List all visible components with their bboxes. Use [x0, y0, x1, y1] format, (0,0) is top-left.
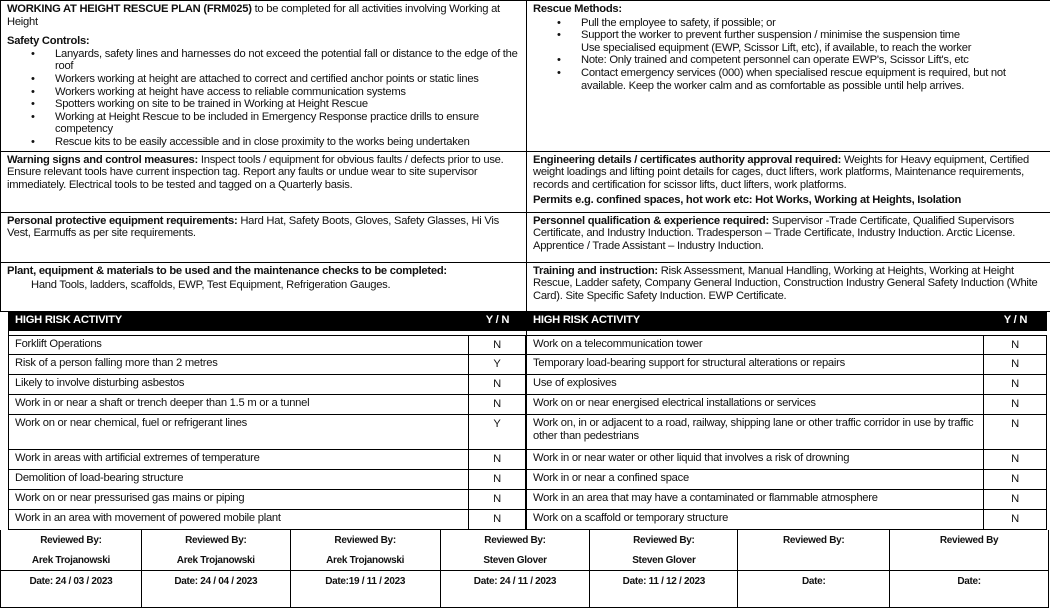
safety-list — [7, 48, 520, 149]
review-column — [890, 530, 1048, 607]
training-section: Training and instruction: Risk Assessment, Manual Handling, Working at Heights, Working at Height Rescue, Ladder safety, Company General Induction, Construction Industry General Safety Induction (White Card). Site Specific Safety Induction. EWP Certificate. — [527, 263, 1050, 312]
risk-yn: N — [1011, 357, 1019, 370]
risk-yn: N — [1011, 417, 1019, 430]
risk-activity: Work in an area with movement of powered mobile plant — [9, 510, 469, 529]
risk-yn: N — [493, 472, 501, 485]
reviewer-name: Arek Trojanowski — [31, 554, 110, 566]
table-row — [527, 395, 1047, 415]
review-column — [441, 530, 591, 607]
reviewer-name: Steven Glover — [632, 554, 696, 566]
table-row — [527, 355, 1047, 375]
risk-yn: N — [1011, 512, 1019, 525]
reviewer-name: Arek Trojanowski — [326, 554, 405, 566]
review-date: Date: 24 / 03 / 2023 — [29, 575, 113, 587]
review-label: Reviewed By: — [633, 534, 695, 546]
table-row — [9, 490, 526, 510]
table-row — [527, 450, 1047, 470]
risk-activity: Temporary load-bearing support for structural alterations or repairs — [527, 355, 984, 374]
ppe-section: Personal protective equipment requirements: Hard Hat, Safety Boots, Gloves, Safety Glasses, Hi Vis Vest, Earmuffs as per site requirements. — [1, 213, 527, 263]
risk-yn: N — [493, 492, 501, 505]
risk-activity: Work in or near a shaft or trench deeper than 1.5 m or a tunnel — [9, 395, 469, 414]
review-date: Date: — [801, 575, 826, 587]
risk-header-left: HIGH RISK ACTIVITY Y / N — [9, 311, 526, 331]
table-row — [9, 450, 526, 470]
list-item: • Workers working at height have access to reliable communication systems — [7, 86, 520, 99]
list-item: • Lanyards, safety lines and harnesses do not exceed the potential fall or distance to the edge of the roof — [7, 48, 520, 73]
table-row — [9, 415, 526, 450]
rescue-heading: Rescue Methods: — [533, 3, 622, 15]
list-item: • Pull the employee to safety, if possible; or — [533, 17, 1044, 30]
rescue-list — [533, 17, 1044, 93]
list-item: • Note: Only trained and competent personnel can operate EWP's, Scissor Lift's, etc — [533, 54, 1044, 67]
risk-activity: Use of explosives — [527, 375, 984, 394]
table-row — [527, 510, 1047, 530]
risk-yn: N — [493, 397, 501, 410]
risk-table-left — [8, 311, 526, 530]
review-date: Date: — [957, 575, 981, 587]
review-column — [291, 530, 441, 607]
high-risk-tables — [0, 311, 1050, 530]
table-row — [9, 510, 526, 530]
risk-table-right — [526, 311, 1047, 530]
review-label: Reviewed By: — [40, 534, 102, 546]
table-row — [527, 470, 1047, 490]
form-title: WORKING AT HEIGHT RESCUE PLAN (FRM025) — [7, 3, 252, 15]
list-item: • Rescue kits to be easily accessible and in close proximity to the works being undertaken — [7, 136, 520, 149]
review-column — [738, 530, 890, 607]
review-date: Date: 24 / 11 / 2023 — [473, 575, 557, 587]
risk-activity: Work in or near water or other liquid that involves a risk of drowning — [527, 450, 984, 469]
risk-yn: N — [1011, 472, 1019, 485]
risk-yn: N — [1011, 452, 1019, 465]
risk-activity: Risk of a person falling more than 2 metres — [9, 355, 469, 374]
risk-yn: N — [493, 452, 501, 465]
table-row — [527, 375, 1047, 395]
risk-yn: N — [1011, 377, 1019, 390]
risk-yn: N — [1011, 338, 1019, 351]
review-label: Reviewed By: — [334, 534, 396, 546]
risk-yn: N — [493, 338, 501, 351]
warning-section: Warning signs and control measures: Inspect tools / equipment for obvious faults / defects prior to use. Ensure relevant tools have current inspection tag. Report any faults or undue wear to site supervisor immediately. Electrical tools to be tested and tagged on a Quarterly basis. — [1, 152, 527, 213]
form-subtitle: to be completed for all activities involving Working at Height — [7, 3, 500, 28]
reviewer-name: Arek Trojanowski — [176, 554, 255, 566]
risk-yn: Y — [493, 357, 501, 370]
review-label: Reviewed By: — [484, 534, 546, 546]
risk-activity: Work on or near energised electrical installations or services — [527, 395, 984, 414]
table-row — [9, 395, 526, 415]
risk-activity: Forklift Operations — [9, 336, 469, 354]
risk-activity: Demolition of load-bearing structure — [9, 470, 469, 489]
risk-yn: N — [493, 377, 501, 390]
reviewer-name: Steven Glover — [483, 554, 547, 566]
rescue-methods-section — [527, 1, 1050, 152]
safety-heading: Safety Controls: — [7, 35, 90, 48]
engineering-section: Engineering details / certificates authority approval required: Weights for Heavy equipment, Certified weight loadings and lifting point details for cages, duct lifters, work platforms, Maintenance requirements, records and certification for scissor lifts, duct lifters, work platforms. Permits e.g. confined spaces, hot work etc: Hot Works, Working at Heights, Isolation — [527, 152, 1050, 213]
risk-yn: N — [1011, 397, 1019, 410]
risk-activity: Work on or near pressurised gas mains or piping — [9, 490, 469, 509]
review-section — [0, 530, 1049, 608]
table-row — [9, 470, 526, 490]
table-row — [527, 490, 1047, 510]
risk-activity: Work in or near a confined space — [527, 470, 984, 489]
list-item: • Support the worker to prevent further suspension / minimise the suspension time — [533, 29, 1044, 42]
personnel-section: Personnel qualification & experience required: Supervisor -Trade Certificate, Qualified Supervisors Certificate, and Industry Induction. Tradesperson – Trade Certificate, Industry Induction. Arctic License. Apprentice / Trade Assistant – Industry Induction. — [527, 213, 1050, 263]
risk-activity: Work on or near chemical, fuel or refrigerant lines — [9, 415, 469, 449]
list-item: • Workers working at height are attached to correct and certified anchor points or static lines — [7, 73, 520, 86]
risk-activity: Work on a telecommunication tower — [527, 336, 984, 354]
risk-activity: Work on a scaffold or temporary structure — [527, 510, 984, 529]
review-label: Reviewed By: — [185, 534, 247, 546]
review-column — [1, 530, 142, 607]
review-column — [142, 530, 291, 607]
review-label: Reviewed By — [939, 534, 999, 546]
review-date: Date: 24 / 04 / 2023 — [174, 575, 258, 587]
table-row — [527, 415, 1047, 450]
reviewer-name — [890, 555, 1048, 567]
safety-controls-section — [1, 1, 527, 152]
plant-section: Plant, equipment & materials to be used and the maintenance checks to be completed: Hand Tools, ladders, scaffolds, EWP, Test Equipment, Refrigeration Gauges. — [1, 263, 527, 312]
risk-activity: Work in an area that may have a contaminated or flammable atmosphere — [527, 490, 984, 509]
list-item: Use specialised equipment (EWP, Scissor Lift, etc), if available, to reach the worker — [581, 41, 972, 54]
review-date: Date: 11 / 12 / 2023 — [622, 575, 706, 587]
table-row — [9, 355, 526, 375]
list-item: • Working at Height Rescue to be included in Emergency Response practice drills to ensure competency — [7, 111, 520, 136]
risk-activity: Likely to involve disturbing asbestos — [9, 375, 469, 394]
review-column — [590, 530, 738, 607]
review-date: Date:19 / 11 / 2023 — [325, 575, 406, 587]
table-row — [527, 335, 1047, 355]
risk-yn: N — [493, 512, 501, 525]
review-label: Reviewed By: — [783, 534, 845, 546]
table-row — [9, 375, 526, 395]
list-item: • Contact emergency services (000) when specialised rescue equipment is required, but not available. Keep the worker calm and as comfortable as possible until help arrives. — [533, 67, 1044, 92]
reviewer-name — [738, 555, 889, 567]
risk-yn: N — [1011, 492, 1019, 505]
permits: Permits e.g. confined spaces, hot work etc: Hot Works, Working at Heights, Isolation — [533, 194, 962, 207]
list-item: • Spotters working on site to be trained in Working at Height Rescue — [7, 98, 520, 111]
risk-yn: Y — [493, 417, 501, 430]
risk-activity: Work on, in or adjacent to a road, railway, shipping lane or other traffic corridor in use by traffic other than pedestrians — [527, 415, 984, 449]
table-row — [9, 335, 526, 355]
risk-activity: Work in areas with artificial extremes of temperature — [9, 450, 469, 469]
risk-header-right: HIGH RISK ACTIVITY Y / N — [527, 311, 1047, 331]
